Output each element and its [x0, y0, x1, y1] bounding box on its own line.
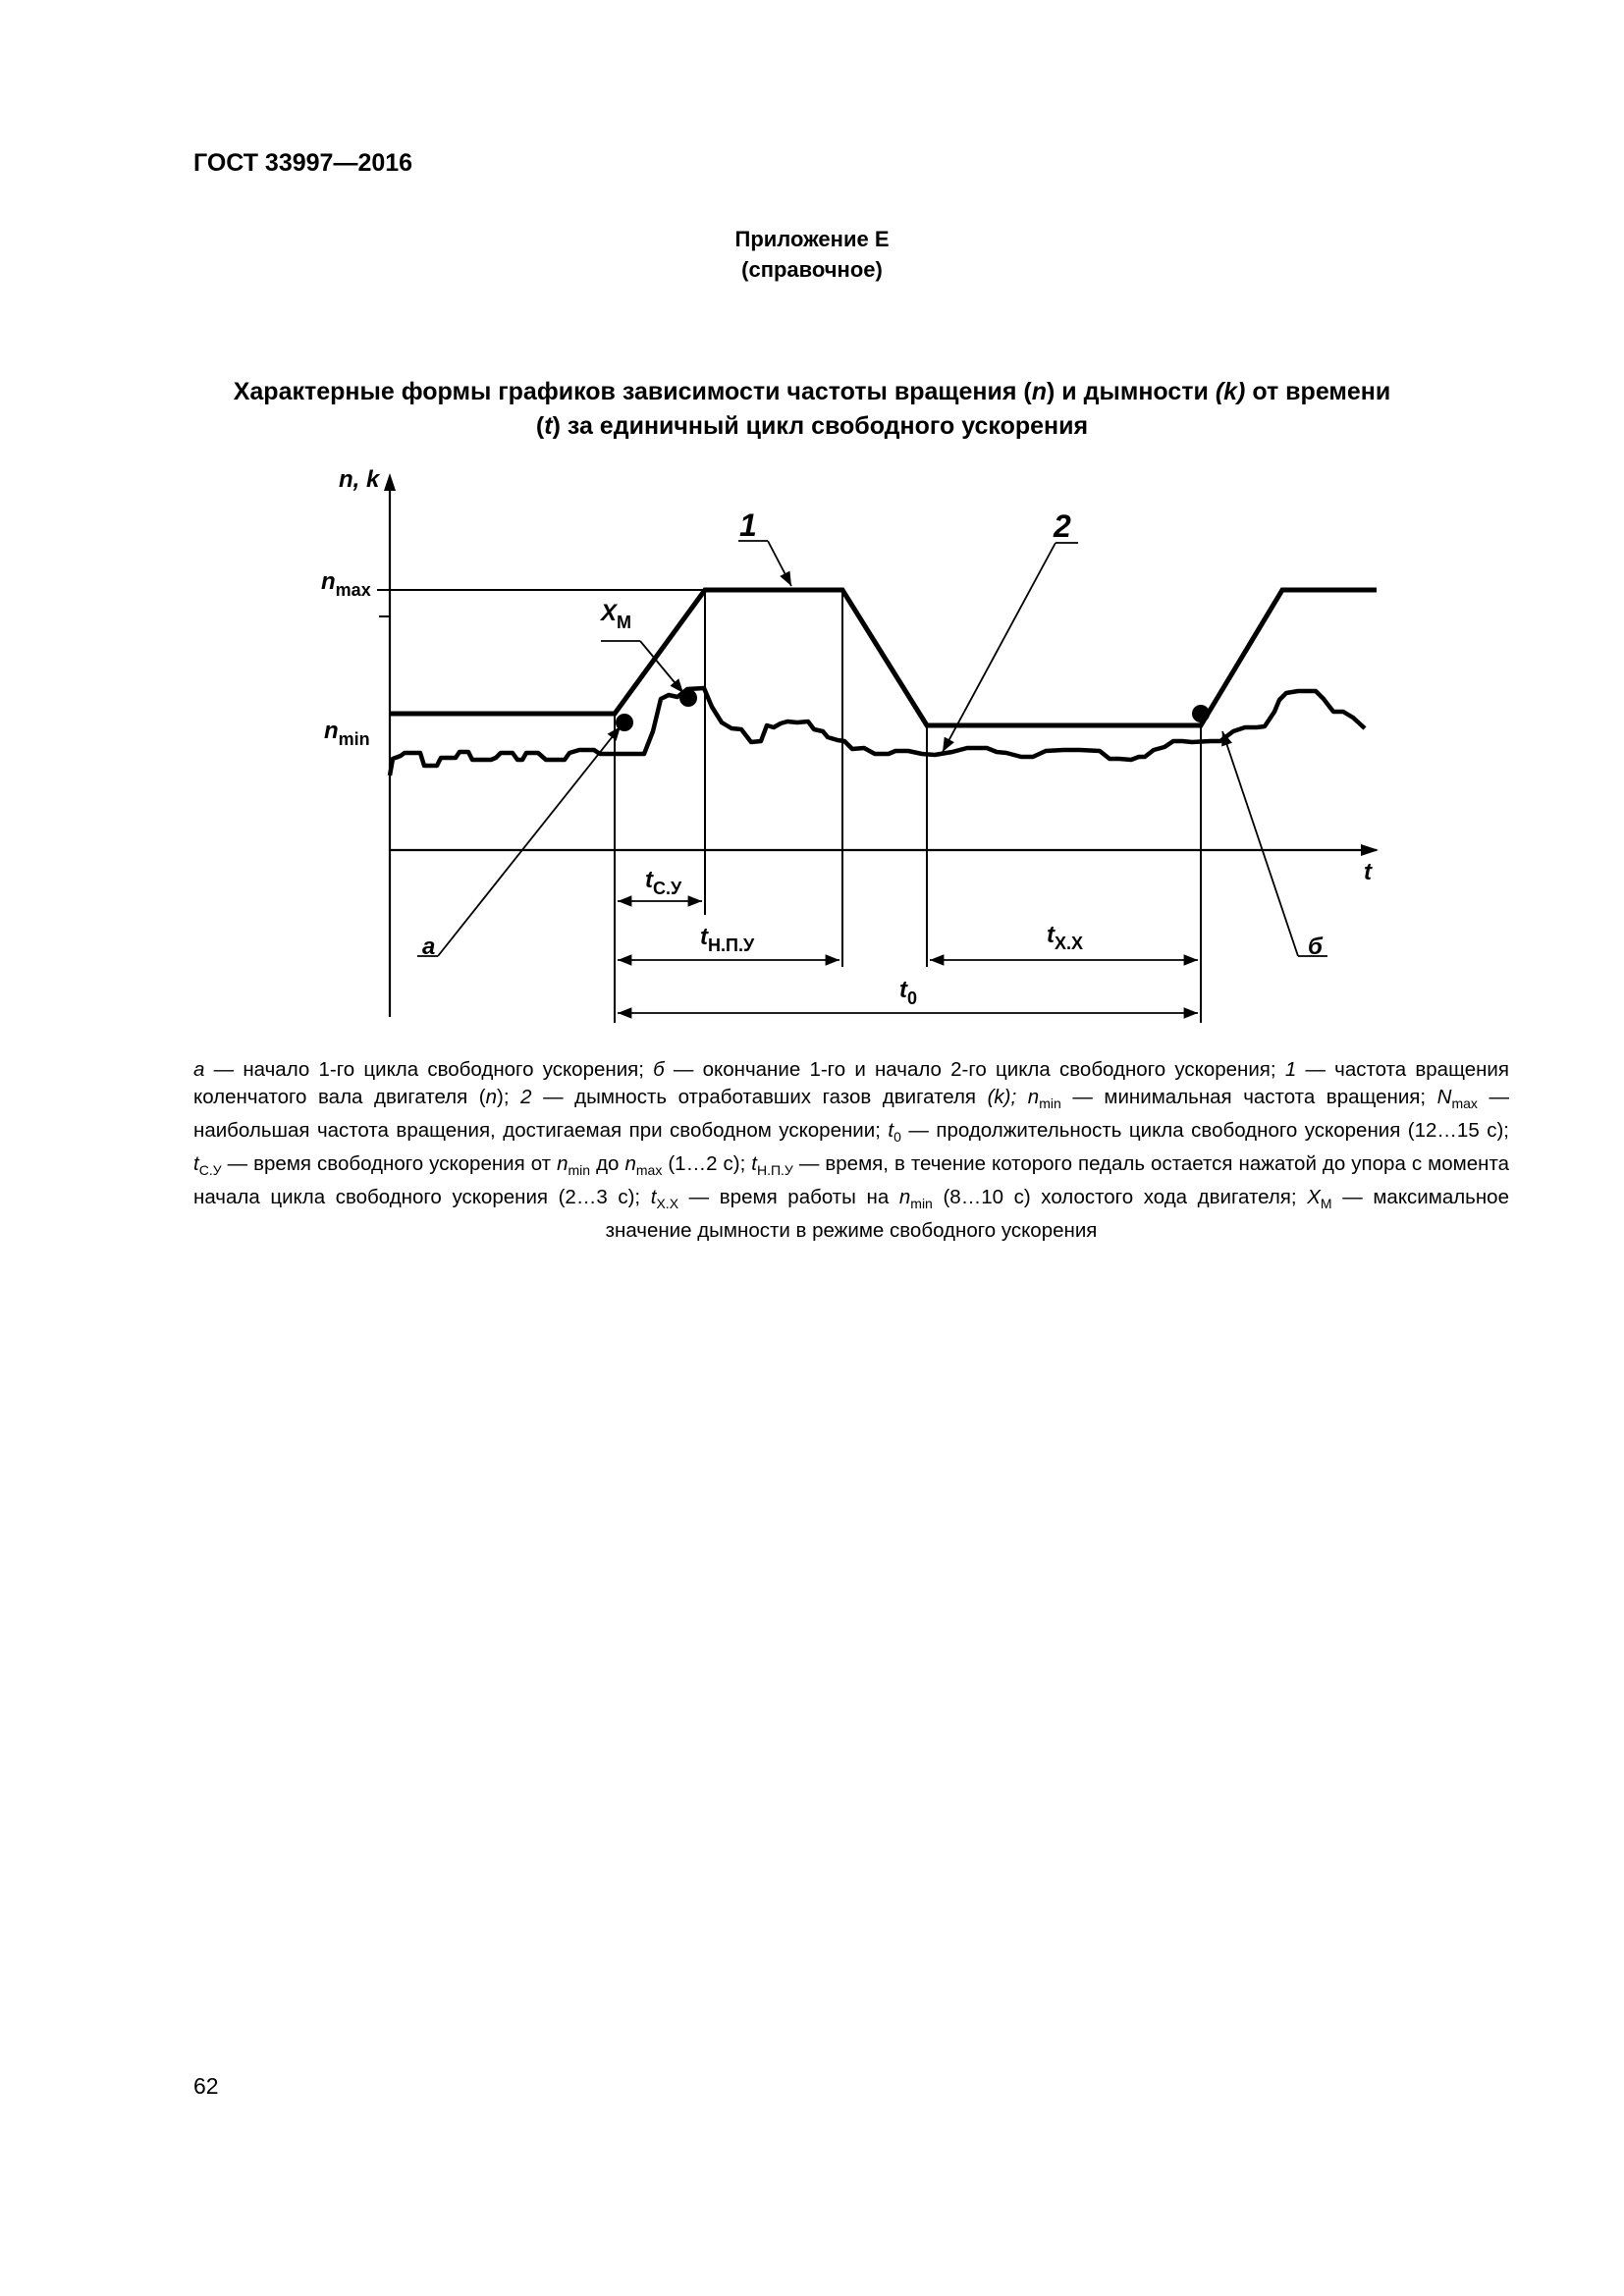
appendix-title: Приложение Е — [734, 227, 890, 251]
y-axis-label: n, k — [339, 466, 380, 493]
t-xx-label: $t_{Х.Х}$ — [1047, 922, 1084, 953]
x-axis-arrow — [1361, 844, 1379, 856]
point-a-label: а — [422, 934, 436, 960]
document-header: ГОСТ 33997—2016 — [193, 149, 413, 177]
leader-a — [438, 726, 621, 956]
point-b-label: б — [1308, 934, 1323, 960]
curve-1-label: 1 — [739, 507, 757, 543]
end-point-b-dot — [1192, 705, 1210, 722]
curve-1-rotation-frequency — [390, 590, 1377, 725]
leader-2 — [943, 543, 1056, 752]
curve-2-label: 2 — [1054, 508, 1071, 544]
t-0-label: $t_0$ — [899, 977, 918, 1008]
y-axis-arrow — [384, 473, 396, 491]
figure-diagram — [0, 0, 1624, 1041]
figure-title: Характерные формы графиков зависимости частоты вращения (n) и дымности (k) от времени (t) за единичный цикл свободного ускорения — [233, 378, 1391, 440]
page-number: 62 — [193, 2073, 219, 2099]
n-min-label: $n_{min}$ — [324, 718, 370, 749]
t-su-label: $t_{С.У}$ — [645, 867, 682, 898]
x-axis-label: t — [1364, 859, 1372, 885]
x-m-label: $X_M$ — [601, 600, 632, 632]
curve-2-smoke — [390, 688, 1365, 775]
figure-caption: а — начало 1-го цикла свободного ускорения; б — окончание 1-го и начало 2-го цикла свободного ускорения; 1 — частота вращения коленчатого вала двигателя (n); 2 — дымность отработавших газов двигателя (k); $n_{min}$ — минимальная частота вращения; $N_{max}$ — наибольшая частота вращения, достигаемая при свободном ускорении; $t_0$ — продолжительность цикла свободного ускорения (12…15 с); $t_{С.У}$ — время свободного ускорения от $n_{min}$ до $n_{max}$ (1…2 с); $t_{Н.П.У}$ — время, в течение которого педаль остается нажатой до упора с момента начала цикла свободного ускорения (2…3 с); $t_{Х.Х}$ — время работы на $n_{min}$ (8…10 с) холостого хода двигателя; $X_M$ — максимальное значение дымности в режиме свободного ускорения — [193, 1058, 1510, 1243]
appendix-type: (справочное) — [741, 257, 883, 282]
n-max-label: $n_{max}$ — [321, 568, 371, 600]
t-npu-label: $t_{Н.П.У}$ — [700, 924, 755, 955]
leader-1 — [768, 541, 791, 586]
leader-b — [1222, 731, 1298, 956]
